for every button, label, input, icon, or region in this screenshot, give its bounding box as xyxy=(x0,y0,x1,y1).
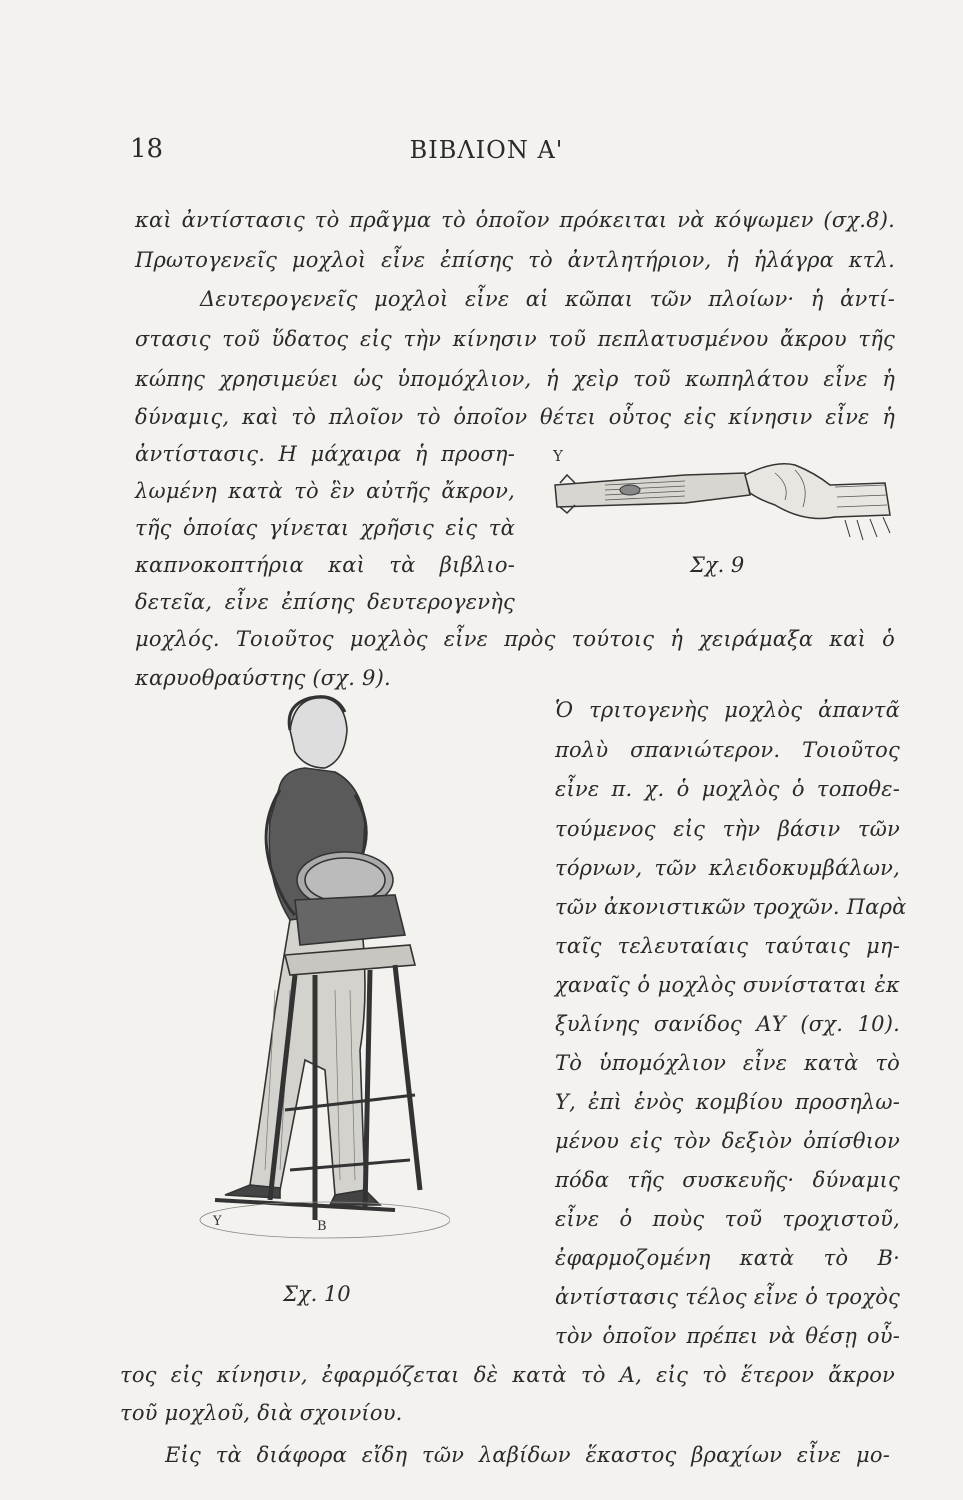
text-line: χαναῖς ὁ μοχλὸς συνίσταται ἐκ xyxy=(555,973,900,997)
text-line: στασις τοῦ ὕδατος εἰς τὴν κίνησιν τοῦ πεπλατυσμένου ἄκρου τῆς xyxy=(135,327,895,351)
text-line: δύναμις, καὶ τὸ πλοῖον τὸ ὁποῖον θέτει οὗτος εἰς κίνησιν εἶνε ἡ xyxy=(135,405,895,429)
text-line: ταῖς τελευταίαις ταύταις μη- xyxy=(555,934,900,958)
text-line: Υ, ἐπὶ ἑνὸς κομβίου προσηλω- xyxy=(555,1090,900,1114)
text-line: τόρνων, τῶν κλειδοκυμβάλων, xyxy=(555,856,900,880)
text-line: μοχλός. Τοιοῦτος μοχλὸς εἶνε πρὸς τούτοις ἡ χειράμαξα καὶ ὁ xyxy=(135,627,895,651)
text-line: εἶνε π. χ. ὁ μοχλὸς ὁ τοποθε- xyxy=(555,777,900,801)
text-line: κώπης χρησιμεύει ὡς ὑπομόχλιον, ἡ χεὶρ τοῦ κωπηλάτου εἶνε ἡ xyxy=(135,367,895,391)
text-line: τῶν ἀκονιστικῶν τροχῶν. Παρὰ xyxy=(555,895,907,919)
page-header xyxy=(130,134,843,174)
text-line: ἐφαρμοζομένη κατὰ τὸ Β· xyxy=(555,1246,900,1270)
text-line: τὸν ὁποῖον πρέπει νὰ θέσῃ οὗ- xyxy=(555,1324,900,1348)
text-line: Ὁ τριτογενὴς μοχλὸς ἀπαντᾶ xyxy=(555,698,900,722)
figure-10-grindstone xyxy=(195,690,450,1245)
text-line: Πρωτογενεῖς μοχλοὶ εἶνε ἐπίσης τὸ ἀντλητήριον, ἡ ἡλάγρα κτλ. xyxy=(135,248,895,272)
text-line: καρυοθραύστης (σχ. 9). xyxy=(135,666,391,690)
text-line: λωμένη κατὰ τὸ ἓν αὐτῆς ἄκρον, xyxy=(135,479,515,503)
text-line: Τὸ ὑπομόχλιον εἶνε κατὰ τὸ xyxy=(555,1051,900,1075)
figure-10-caption: Σχ. 10 xyxy=(283,1282,351,1306)
text-line: καὶ ἀντίστασις τὸ πρᾶγμα τὸ ὁποῖον πρόκειται νὰ κόψωμεν (σχ.8). xyxy=(135,208,895,232)
text-line: τος εἰς κίνησιν, ἐφαρμόζεται δὲ κατὰ τὸ Α, εἰς τὸ ἕτερον ἄκρον xyxy=(120,1363,895,1387)
text-line: ἀντίστασις. Η μάχαιρα ἡ προση- xyxy=(135,442,515,466)
text-line: τοῦ μοχλοῦ, διὰ σχοινίου. xyxy=(120,1401,403,1425)
figure-9-nutcracker xyxy=(545,445,895,550)
text-line: Εἰς τὰ διάφορα εἴδη τῶν λαβίδων ἕκαστος βραχίων εἶνε μο- xyxy=(165,1443,890,1467)
text-line: τούμενος εἰς τὴν βάσιν τῶν xyxy=(555,817,900,841)
text-line: τῆς ὁποίας γίνεται χρῆσις εἰς τὰ xyxy=(135,516,515,540)
fig10-label-y: Υ xyxy=(213,1214,222,1229)
figure-9-caption: Σχ. 9 xyxy=(690,553,745,577)
fig10-label-b: Β xyxy=(317,1219,327,1234)
text-line: ἀντίστασις τέλος εἶνε ὁ τροχὸς xyxy=(555,1285,900,1309)
text-line: Δευτερογενεῖς μοχλοὶ εἶνε αἱ κῶπαι τῶν πλοίων· ἡ ἀντί- xyxy=(200,287,895,311)
text-line: πολὺ σπανιώτερον. Τοιοῦτος xyxy=(555,738,900,762)
page-number: 18 xyxy=(130,134,164,164)
fig9-label: Υ xyxy=(553,447,563,465)
text-line: ξυλίνης σανίδος ΑΥ (σχ. 10). xyxy=(555,1012,900,1036)
text-line: εἶνε ὁ ποὺς τοῦ τροχιστοῦ, xyxy=(555,1207,900,1231)
text-line: καπνοκοπτήρια καὶ τὰ βιβλιο- xyxy=(135,553,515,577)
text-line: μένου εἰς τὸν δεξιὸν ὀπίσθιον xyxy=(555,1129,900,1153)
running-title: ΒΙΒΛΙΟΝ Α' xyxy=(409,136,564,164)
text-line: πόδα τῆς συσκευῆς· δύναμις xyxy=(555,1168,900,1192)
text-line: δετεῖα, εἶνε ἐπίσης δευτερογενὴς xyxy=(135,590,515,614)
